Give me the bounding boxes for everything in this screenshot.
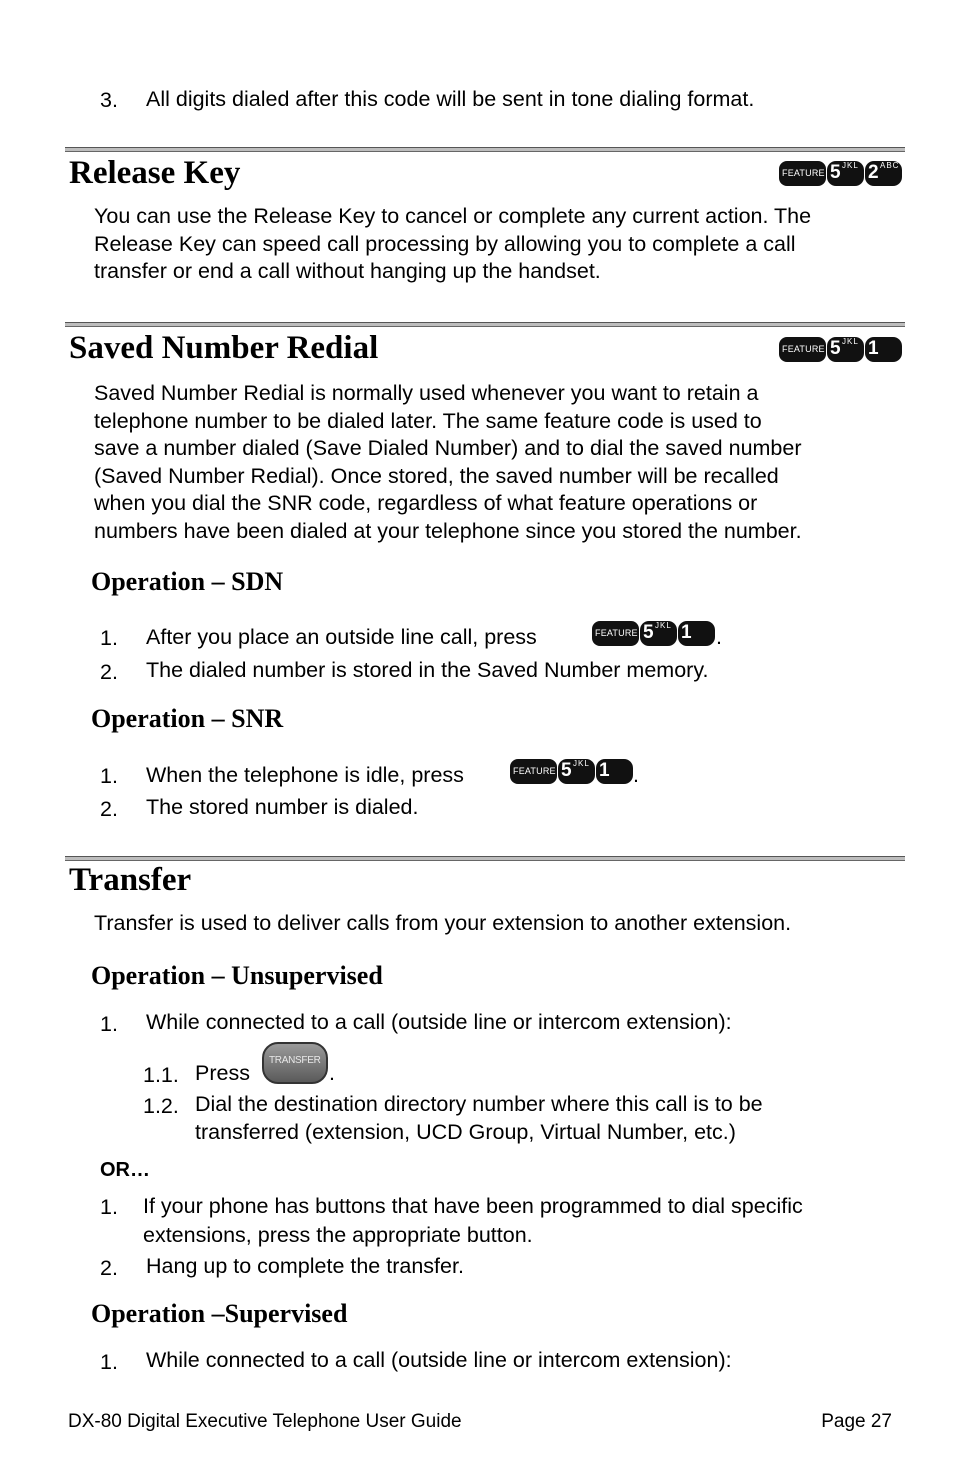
- footer-title: DX-80 Digital Executive Telephone User Guide: [68, 1411, 462, 1432]
- period: .: [716, 625, 722, 649]
- list-number: 1.: [100, 1195, 118, 1219]
- section-divider: [65, 147, 905, 152]
- subsection-title-operation-sdn: Operation – SDN: [91, 567, 284, 596]
- section-title-saved-number-redial: Saved Number Redial: [69, 330, 379, 366]
- list-number: 1.: [100, 1012, 118, 1036]
- feature-code-keys: [779, 161, 902, 186]
- list-item-text: While connected to a call (outside line or intercom extension):: [146, 1348, 732, 1372]
- subsection-title-operation-unsupervised: Operation – Unsupervised: [91, 961, 383, 990]
- page-number: Page 27: [821, 1411, 892, 1432]
- feature-key-icon: FEATURE: [779, 161, 826, 186]
- paragraph-line: telephone number to be dialed later. The same feature code is used to: [94, 408, 762, 433]
- period: .: [329, 1061, 335, 1085]
- paragraph-line: numbers have been dialed at your telephone since you stored the number.: [94, 518, 802, 543]
- section-divider: [65, 856, 905, 861]
- list-item-text: While connected to a call (outside line or intercom extension):: [146, 1010, 732, 1034]
- list-number: 3.: [100, 88, 118, 112]
- transfer-paragraph: Transfer is used to deliver calls from your extension to another extension.: [94, 911, 792, 935]
- list-number: 2.: [100, 660, 118, 684]
- list-number: 1.: [100, 764, 118, 788]
- paragraph-line: Release Key can speed call processing by allowing you to complete a call: [94, 231, 796, 256]
- paragraph-line: You can use the Release Key to cancel or complete any current action. The: [94, 204, 812, 228]
- sublist-number: 1.2.: [143, 1094, 179, 1118]
- item-line: Dial the destination directory number where this call is to be: [195, 1092, 763, 1116]
- sublist-number: 1.1.: [143, 1063, 179, 1087]
- list-item-text: Hang up to complete the transfer.: [146, 1254, 464, 1278]
- list-number: 1.: [100, 626, 118, 650]
- paragraph-line: (Saved Number Redial). Once stored, the saved number will be recalled: [94, 463, 779, 488]
- list-item-text: [146, 624, 537, 652]
- section-divider: [65, 322, 905, 327]
- item-line: extensions, press the appropriate button.: [143, 1223, 533, 1247]
- list-number: 2.: [100, 797, 118, 821]
- subsection-title-operation-supervised: Operation –Supervised: [91, 1299, 348, 1328]
- list-item-text: The stored number is dialed.: [146, 795, 419, 819]
- list-item-text: When the telephone is idle, press: [146, 763, 464, 787]
- digit-key-icon: 5 JKL: [827, 161, 864, 186]
- digit-key-icon: 5 JKL: [640, 621, 677, 646]
- list-item-text: The dialed number is stored in the Saved Number memory.: [146, 658, 709, 682]
- list-item-text: [143, 1192, 803, 1250]
- digit-key-icon: 5 JKL: [827, 337, 864, 362]
- transfer-key-icon: TRANSFER: [262, 1042, 328, 1084]
- item-line: transferred (extension, UCD Group, Virtual Number, etc.): [195, 1119, 736, 1144]
- list-number: 2.: [100, 1256, 118, 1280]
- paragraph-line: transfer or end a call without hanging up the handset.: [94, 259, 601, 283]
- step-text: After you place an outside line call, press: [146, 625, 537, 649]
- feature-key-icon: FEATURE: [779, 337, 826, 362]
- list-number: 1.: [100, 1350, 118, 1374]
- feature-code-keys: [592, 621, 715, 646]
- or-label: OR…: [100, 1159, 150, 1181]
- feature-key-icon: FEATURE: [510, 759, 557, 784]
- paragraph-line: save a number dialed (Save Dialed Number) and to dial the saved number: [94, 436, 802, 460]
- paragraph-line: when you dial the SNR code, regardless of what feature operations or: [94, 491, 758, 515]
- period: .: [633, 763, 639, 787]
- sublist-item-text: Press: [195, 1061, 250, 1085]
- digit-key-icon: 1: [596, 759, 633, 784]
- snr-paragraph: [94, 380, 802, 545]
- item-line: If your phone has buttons that have been programmed to dial specific: [143, 1194, 803, 1218]
- digit-key-icon: 2 ABC: [865, 161, 902, 186]
- section-title-release-key: Release Key: [69, 155, 241, 191]
- list-item-text: All digits dialed after this code will be sent in tone dialing format.: [146, 87, 755, 111]
- digit-key-icon: 1: [678, 621, 715, 646]
- digit-key-icon: 5 JKL: [558, 759, 595, 784]
- feature-code-keys: [779, 337, 902, 362]
- feature-key-icon: FEATURE: [592, 621, 639, 646]
- release-key-paragraph: [94, 203, 811, 286]
- paragraph-line: Saved Number Redial is normally used whenever you want to retain a: [94, 381, 759, 405]
- digit-key-icon: 1: [865, 337, 902, 362]
- section-title-transfer: Transfer: [69, 862, 192, 898]
- sublist-item-text: [195, 1091, 763, 1146]
- subsection-title-operation-snr: Operation – SNR: [91, 704, 284, 733]
- feature-code-keys: [510, 759, 633, 784]
